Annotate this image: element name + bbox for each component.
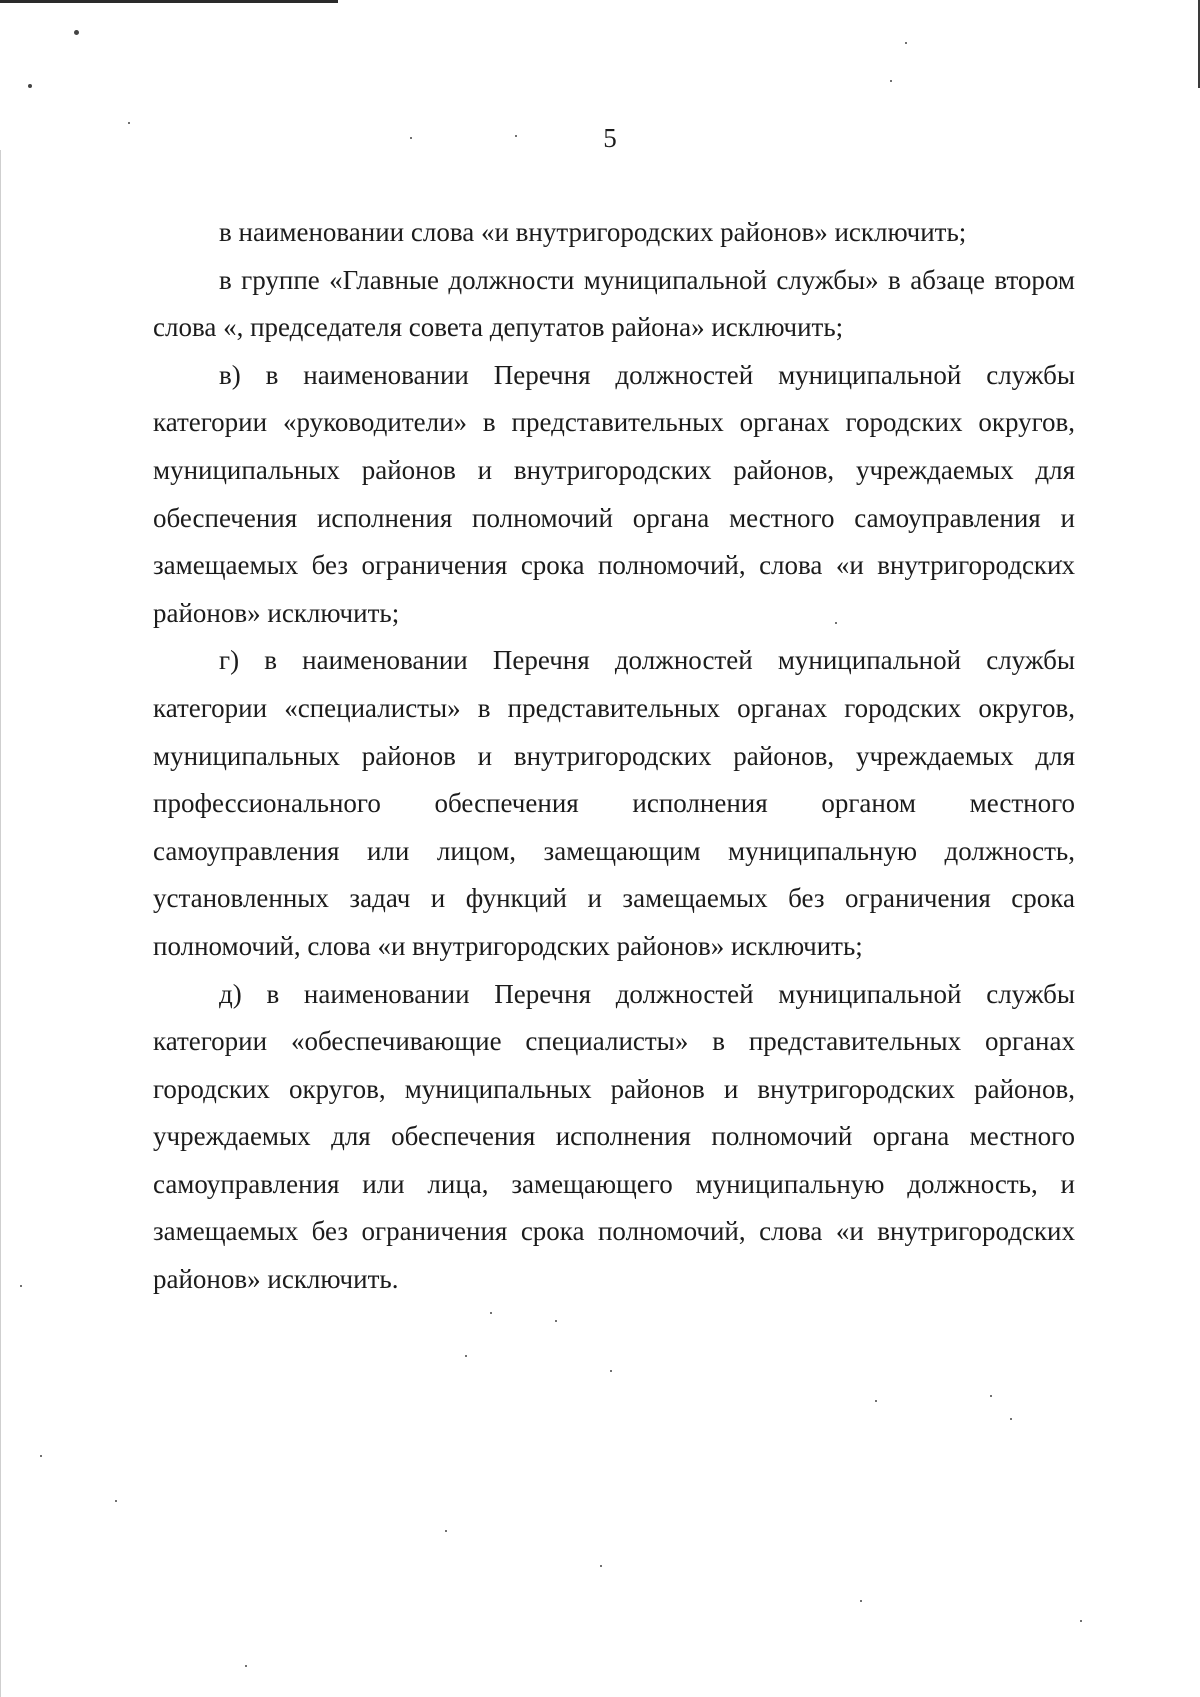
scan-speck [875,1400,877,1402]
scan-speck [555,1320,557,1322]
paragraph: г) в наименовании Перечня должностей муниципальной службы категории «специалисты» в представительных органах городских округов, муниципальных районов и внутригородских районов, учреждаемых для профессионального обеспечения исполнения органом местного самоуправления или лицом, замещающим муниципальную должность, установленных задач и функций и замещаемых без ограничения срока полномочий, слова «и внутригородских районов» исключить; [153,645,1075,961]
scan-speck [860,1600,862,1602]
scan-speck [990,1395,992,1397]
scan-speck [905,42,907,44]
document-body [153,209,1075,1304]
scan-speck [465,1355,467,1357]
scan-speck [28,84,32,88]
paragraph: в наименовании слова «и внутригородских районов» исключить; [219,217,967,247]
scan-speck [600,1565,602,1567]
scan-speck [890,80,892,82]
scan-edge-left [0,150,1,1697]
scan-speck [445,1530,447,1532]
scan-speck [245,1665,247,1667]
scan-edge-top [0,0,338,3]
paragraph: д) в наименовании Перечня должностей муниципальной службы категории «обеспечивающие специалисты» в представительных органах городских округов, муниципальных районов и внутригородских районов, учреждаемых для обеспечения исполнения полномочий органа местного самоуправления или лица, замещающего муниципальную должность, и замещаемых без ограничения срока полномочий, слова «и внутригородских районов» исключить. [153,978,1075,1295]
paragraph: в группе «Главные должности муниципальной службы» в абзаце втором слова «, председателя совета депутатов района» исключить; [153,264,1075,343]
scan-speck [74,30,79,35]
paragraph: в) в наименовании Перечня должностей муниципальной службы категории «руководители» в представительных органах городских округов, муниципальных районов и внутригородских районов, учреждаемых для обеспечения исполнения полномочий органа местного самоуправления и замещаемых без ограничения срока полномочий, слова «и внутригородских районов» исключить; [153,359,1075,628]
page-number: 5 [603,123,617,153]
scan-speck [115,1500,117,1502]
scan-speck [1080,1620,1082,1622]
scan-speck [610,1370,612,1372]
scan-speck [40,1455,42,1457]
scan-speck [20,1285,22,1287]
scan-speck [1010,1418,1012,1420]
scan-speck [490,1312,492,1314]
